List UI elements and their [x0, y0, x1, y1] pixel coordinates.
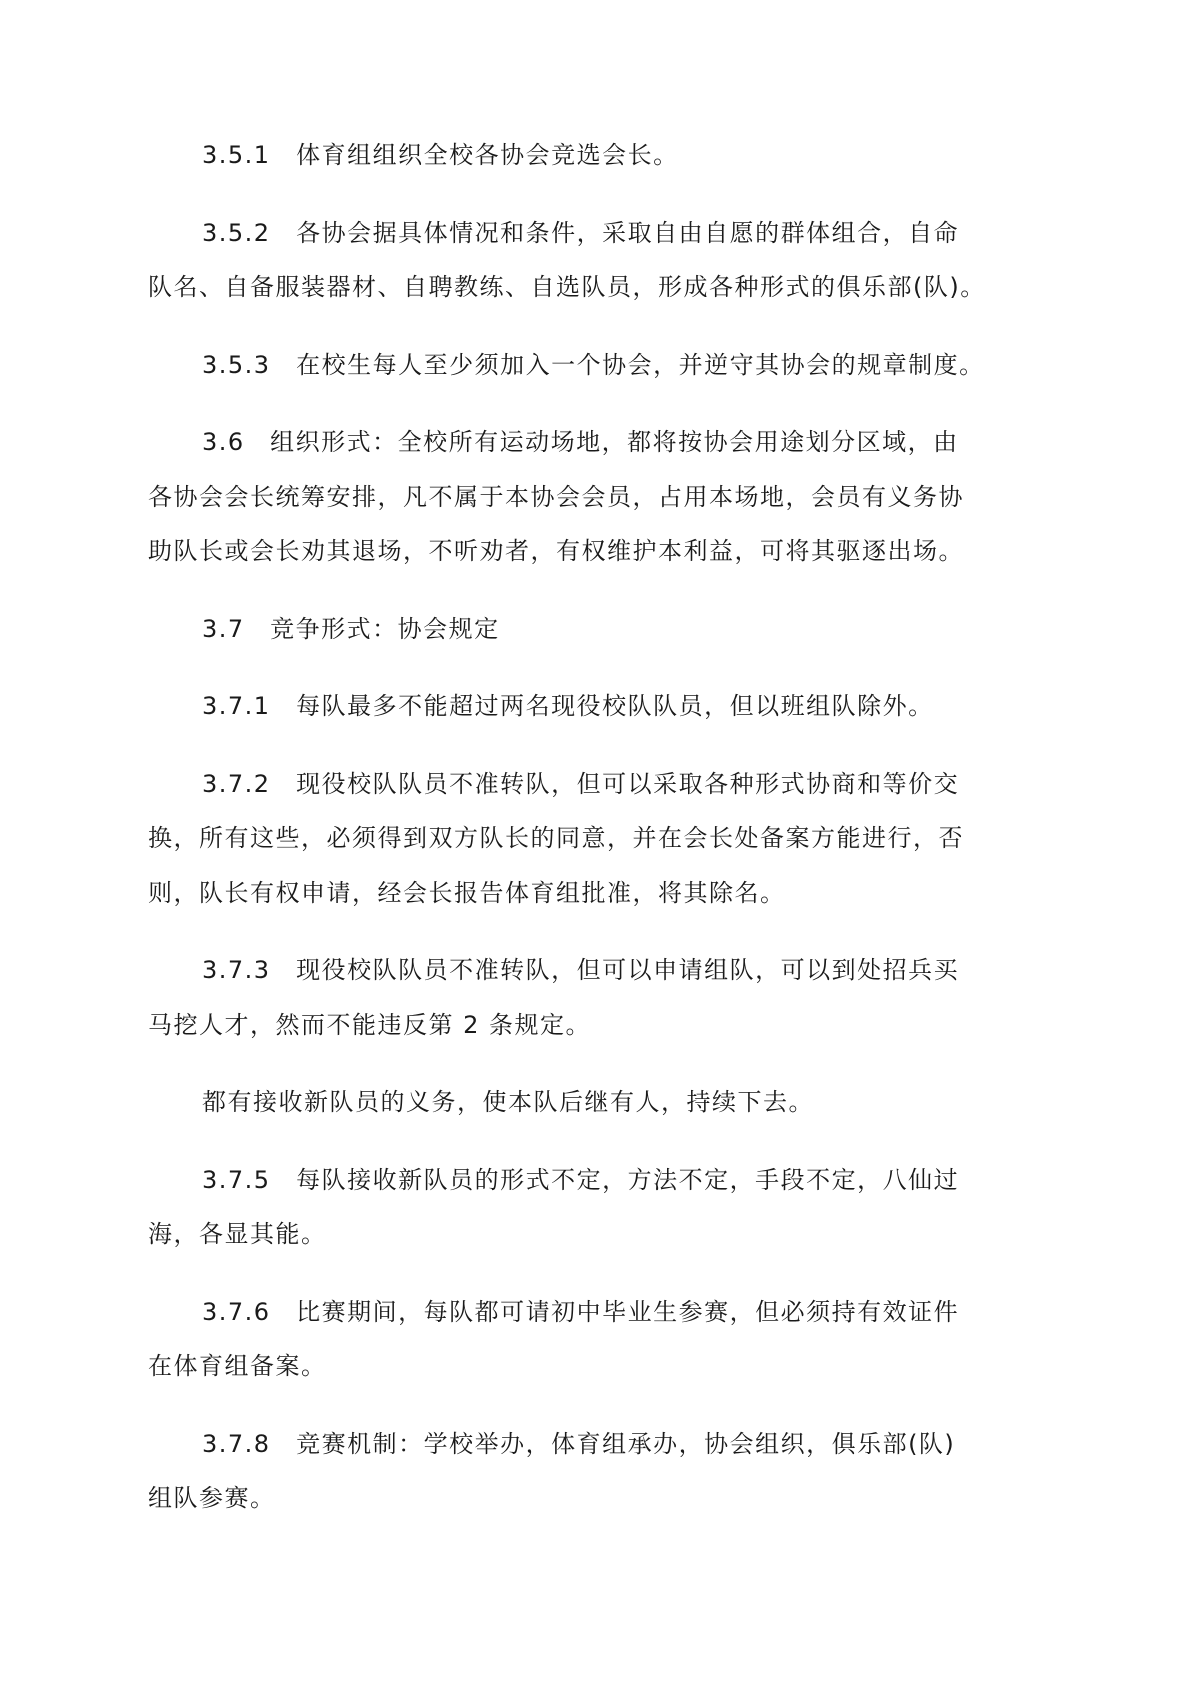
paragraph-line: 各协会会长统筹安排，凡不属于本协会会员，占用本场地，会员有义务协 [148, 482, 964, 511]
paragraph-line: 3.7.2 现役校队队员不准转队，但可以采取各种形式协商和等价交 [202, 769, 960, 798]
paragraph-3-7-6 [148, 1285, 1048, 1394]
paragraph-line: 助队长或会长劝其退场，不听劝者，有权维护本利益，可将其驱逐出场。 [148, 537, 964, 565]
paragraph-line: 换，所有这些，必须得到双方队长的同意，并在会长处备案方能进行，否 [148, 824, 964, 852]
paragraph-line: 3.7.1 每队最多不能超过两名现役校队队员，但以班组队除外。 [202, 692, 934, 720]
paragraph-3-7-8 [148, 1417, 1048, 1526]
paragraph-line: 都有接收新队员的义务，使本队后继有人，持续下去。 [202, 1088, 814, 1116]
paragraph-3-7 [148, 602, 1048, 657]
paragraph-line: 则，队长有权申请，经会长报告体育组批准，将其除名。 [148, 878, 786, 907]
paragraph-line: 马挖人才，然而不能违反第 2 条规定。 [148, 1010, 592, 1039]
paragraph-3-5-1 [148, 128, 1048, 183]
paragraph-line: 在体育组备案。 [148, 1352, 327, 1380]
document-body [148, 128, 1048, 1526]
paragraph-line: 3.5.1 体育组组织全校各协会竞选会长。 [202, 141, 679, 169]
paragraph-line: 3.7.5 每队接收新队员的形式不定，方法不定，手段不定，八仙过 [202, 1165, 960, 1194]
paragraph-line: 3.5.2 各协会据具体情况和条件，采取自由自愿的群体组合，自命 [202, 218, 960, 247]
paragraph-line: 3.6 组织形式：全校所有运动场地，都将按协会用途划分区域，由 [202, 428, 959, 456]
paragraph-line: 3.7 竞争形式：协会规定 [202, 614, 500, 643]
paragraph-new-members-duty [148, 1075, 1048, 1130]
paragraph-3-7-1 [148, 679, 1048, 734]
paragraph-3-7-5 [148, 1153, 1048, 1262]
paragraph-line: 3.7.6 比赛期间，每队都可请初中毕业生参赛，但必须持有效证件 [202, 1297, 960, 1326]
paragraph-line: 组队参赛。 [148, 1484, 276, 1512]
paragraph-3-7-3 [148, 943, 1048, 1052]
paragraph-3-7-2 [148, 757, 1048, 921]
paragraph-line: 3.7.8 竞赛机制：学校举办，体育组承办，协会组织，俱乐部(队) [202, 1429, 956, 1458]
paragraph-3-6 [148, 415, 1048, 579]
paragraph-line: 队名、自备服装器材、自聘教练、自选队员，形成各种形式的俱乐部(队)。 [148, 273, 986, 301]
paragraph-line: 3.5.3 在校生每人至少须加入一个协会，并逆守其协会的规章制度。 [202, 350, 985, 379]
paragraph-3-5-3 [148, 338, 1048, 393]
paragraph-line: 海，各显其能。 [148, 1220, 327, 1248]
paragraph-3-5-2 [148, 206, 1048, 315]
paragraph-line: 3.7.3 现役校队队员不准转队，但可以申请组队，可以到处招兵买 [202, 956, 960, 984]
